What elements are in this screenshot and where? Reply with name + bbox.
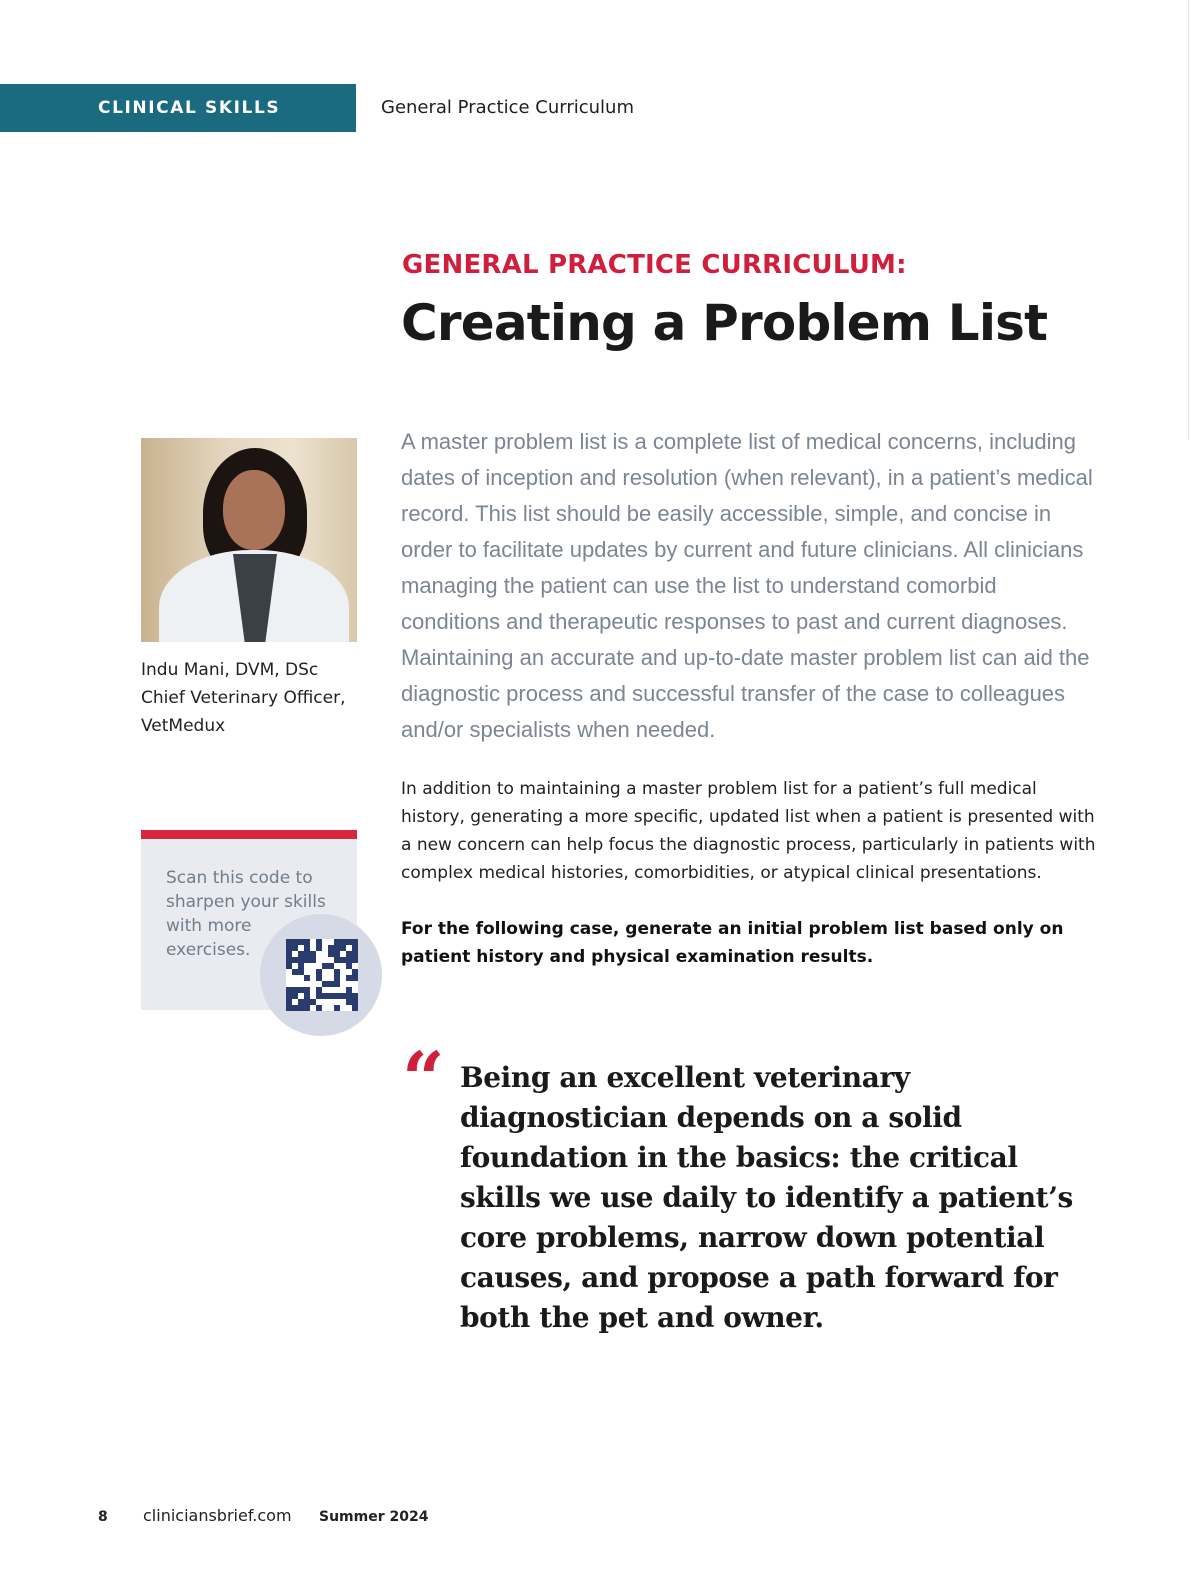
page-number: 8 [98, 1509, 108, 1525]
section-label: CLINICAL SKILLS [0, 84, 356, 132]
quote-mark-icon: “ [402, 1037, 445, 1123]
footer-issue: Summer 2024 [319, 1509, 429, 1525]
section-subtitle: General Practice Curriculum [381, 97, 634, 118]
footer-site-link[interactable]: cliniciansbrief.com [143, 1506, 292, 1525]
lead-paragraph: A master problem list is a complete list of medical concerns, including dates of inception and resolution (when relevant), in a patient’s medical record. This list should be easily accessible, simple, and concise in order to facilitate updates by current and future clinicians. All clinicians managing the patient can use the list to understand comorbid conditions and therapeutic responses to past and current diagnoses. Maintaining an accurate and up-to-date master problem list can aid the diagnostic process and successful transfer of the case to colleagues and/or specialists when needed. [401, 429, 1093, 742]
article-title: Creating a Problem List [401, 294, 1048, 352]
qr-code-icon[interactable] [286, 939, 358, 1011]
author-title: Chief Veterinary Officer, [141, 688, 346, 708]
page-edge-line [1188, 0, 1189, 440]
page-footer [98, 1506, 428, 1525]
author-credit [141, 656, 361, 740]
photo-face [223, 470, 285, 550]
article-kicker: GENERAL PRACTICE CURRICULUM: [402, 250, 907, 280]
qr-callout-text: Scan this code to sharpen your skills with more exercises. [166, 868, 326, 960]
case-instruction: For the following case, generate an initial problem list based only on patient history and physical examination results. [401, 919, 1064, 967]
author-photo [141, 438, 357, 642]
body-paragraph: In addition to maintaining a master problem list for a patient’s full medical history, generating a more specific, updated list when a patient is presented with a new concern can help focus the diagnostic process, particularly in patients with complex medical histories, comorbidities, or atypical clinical presentations. [401, 779, 1096, 883]
pull-quote: Being an excellent veterinary diagnostician depends on a solid foundation in the basics: the critical skills we use daily to identify a patient’s core problems, narrow down potential causes, and propose a path forward for both the pet and owner. [460, 1061, 1073, 1334]
author-name: Indu Mani, DVM, DSc [141, 660, 319, 680]
author-org: VetMedux [141, 716, 226, 736]
